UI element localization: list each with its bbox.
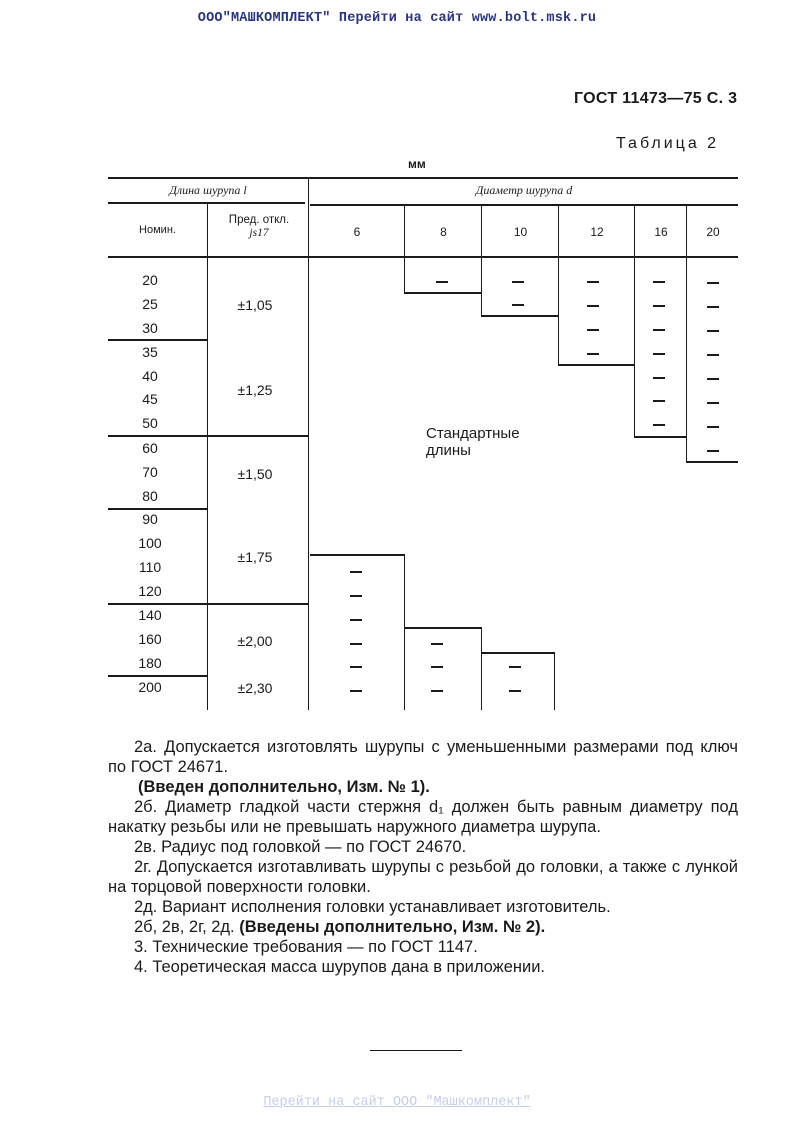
length-value: 35	[142, 344, 158, 360]
header-tolerance-line1: Пред. откл.	[228, 214, 290, 226]
note-2g: 2г. Допускается изготавливать шурупы с резьбой до головки, а также с лункой на торцовой поверхности головки.	[108, 858, 738, 896]
diameter-16: 16	[654, 225, 668, 239]
length-value: 80	[142, 488, 158, 504]
dash-mark	[707, 450, 719, 452]
dash-mark	[350, 571, 362, 573]
tolerance-value: ±2,00	[237, 633, 273, 649]
standard-lengths-label	[426, 425, 520, 459]
dash-mark	[436, 281, 448, 283]
dash-mark	[653, 281, 665, 283]
table-label: Таблица 2	[616, 135, 720, 152]
dash-mark	[350, 595, 362, 597]
length-value: 110	[138, 559, 162, 575]
diameter-12: 12	[590, 225, 604, 239]
length-value: 120	[138, 583, 162, 599]
length-value: 140	[138, 607, 162, 623]
dash-mark	[707, 330, 719, 332]
standard-lengths-line2: длины	[426, 442, 471, 459]
dash-mark	[653, 353, 665, 355]
dash-mark	[431, 666, 443, 668]
note-4: 4. Теоретическая масса шурупов дана в приложении.	[134, 958, 546, 976]
tolerance-value: ±1,05	[237, 297, 273, 313]
dash-mark	[350, 666, 362, 668]
dash-mark	[653, 329, 665, 331]
length-value: 45	[142, 391, 158, 407]
header-length: Длина шурупа l	[169, 183, 247, 197]
tolerance-value: ±2,30	[237, 680, 273, 696]
dash-mark	[350, 619, 362, 621]
note-amendment-2-prefix: 2б, 2в, 2г, 2д.	[134, 918, 235, 936]
length-value: 25	[142, 296, 158, 312]
dash-mark	[653, 305, 665, 307]
dash-mark	[509, 690, 521, 692]
dash-mark	[707, 282, 719, 284]
dash-mark	[587, 329, 599, 331]
dash-mark	[512, 304, 524, 306]
dash-mark	[350, 643, 362, 645]
length-value: 100	[138, 535, 162, 551]
length-value: 90	[142, 511, 158, 527]
dash-mark	[512, 281, 524, 283]
header-diameter: Диаметр шурупа d	[475, 183, 573, 197]
diameter-6: 6	[353, 225, 361, 239]
dash-mark	[509, 666, 521, 668]
dash-mark	[350, 690, 362, 692]
tolerance-value: ±1,50	[237, 466, 273, 482]
tolerance-value: ±1,75	[237, 549, 273, 565]
note-amendment-2	[108, 917, 738, 937]
dash-mark	[587, 353, 599, 355]
standard-lengths-line1: Стандартные	[426, 425, 520, 442]
dash-mark	[587, 281, 599, 283]
note-2v: 2в. Радиус под головкой — по ГОСТ 24670.	[134, 838, 467, 856]
notes-section	[108, 737, 738, 977]
dash-mark	[707, 378, 719, 380]
site-banner-link[interactable]: ООО"МАШКОМПЛЕКТ" Перейти на сайт www.bolt.msk.ru	[197, 11, 597, 26]
length-value: 200	[138, 679, 162, 695]
length-value: 20	[142, 272, 158, 288]
length-value: 40	[142, 368, 158, 384]
header-nominal: Номин.	[139, 224, 176, 236]
dash-mark	[587, 305, 599, 307]
diameter-20: 20	[706, 225, 720, 239]
diameter-10: 10	[513, 225, 528, 239]
table-unit: мм	[408, 157, 426, 171]
note-2d: 2д. Вариант исполнения головки устанавливает изготовитель.	[134, 898, 611, 916]
note-amendment-2-text: (Введены дополнительно, Изм. № 2).	[239, 918, 546, 936]
dash-mark	[431, 690, 443, 692]
dash-mark	[707, 354, 719, 356]
length-value: 70	[142, 464, 158, 480]
dash-mark	[653, 377, 665, 379]
header-tolerance-line2: js17	[249, 227, 269, 239]
dash-mark	[431, 643, 443, 645]
length-value: 60	[142, 440, 158, 456]
dash-mark	[707, 402, 719, 404]
note-2b: 2б. Диаметр гладкой части стержня d₁ должен быть равным диаметру под накатку резьбы или не превышать наружного диаметра шурупа.	[108, 798, 738, 836]
dash-mark	[653, 424, 665, 426]
dash-mark	[707, 426, 719, 428]
end-separator	[370, 1050, 462, 1051]
note-3: 3. Технические требования — по ГОСТ 1147.	[134, 938, 478, 956]
note-2a: 2а. Допускается изготовлять шурупы с уменьшенными размерами под ключ по ГОСТ 24671.	[108, 738, 738, 776]
dash-mark	[653, 400, 665, 402]
note-2a-amendment: (Введен дополнительно, Изм. № 1).	[138, 778, 430, 796]
footer-link[interactable]: Перейти на сайт ООО "Машкомплект"	[263, 1095, 531, 1110]
length-value: 30	[142, 320, 158, 336]
diameter-8: 8	[440, 225, 447, 239]
length-value: 50	[142, 415, 158, 431]
header-tolerance	[209, 214, 309, 240]
length-value: 180	[138, 655, 162, 671]
page-header-standard: ГОСТ 11473—75 С. 3	[574, 90, 738, 107]
tolerance-value: ±1,25	[237, 382, 273, 398]
length-value: 160	[138, 631, 162, 647]
dash-mark	[707, 306, 719, 308]
